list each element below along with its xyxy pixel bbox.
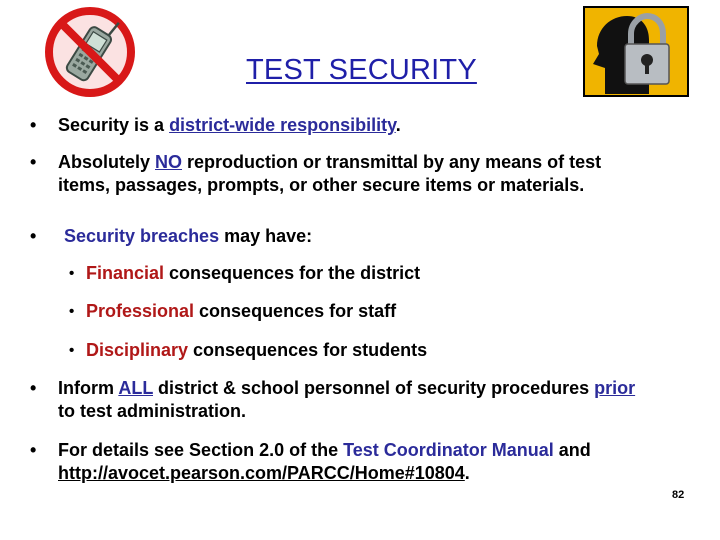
bullet-marker: • bbox=[30, 115, 37, 135]
text-run: to test administration. bbox=[58, 401, 247, 421]
no-emphasis: NO bbox=[155, 152, 183, 172]
bullet-text bbox=[86, 262, 420, 285]
bullet-text bbox=[58, 439, 591, 485]
text-run: Inform bbox=[58, 378, 119, 398]
professional-emphasis: Professional bbox=[86, 301, 195, 321]
bullet-marker: • bbox=[69, 265, 75, 282]
text-run: items, passages, prompts, or other secure items or materials. bbox=[58, 175, 585, 195]
bullet-text bbox=[58, 151, 601, 197]
all-emphasis: ALL bbox=[118, 378, 153, 398]
security-breaches-emphasis: Security breaches bbox=[64, 226, 220, 246]
text-run: . bbox=[395, 115, 401, 135]
bullet-marker: • bbox=[30, 226, 37, 246]
bullet-text bbox=[64, 225, 312, 248]
text-run: may have: bbox=[219, 226, 313, 246]
text-run: consequences for the district bbox=[164, 263, 421, 283]
bullet-marker: • bbox=[30, 440, 37, 460]
bullet-marker: • bbox=[30, 152, 37, 172]
test-coordinator-manual: Test Coordinator Manual bbox=[343, 440, 554, 460]
bullet-text bbox=[58, 377, 635, 423]
bullet-text bbox=[86, 339, 427, 362]
prior-emphasis: prior bbox=[594, 378, 636, 398]
text-run: reproduction or transmittal by any means of test bbox=[182, 152, 602, 172]
bullet-text bbox=[58, 114, 401, 137]
no-cellphone-icon bbox=[44, 6, 136, 98]
bullet-text bbox=[86, 300, 396, 323]
page-number: 82 bbox=[672, 489, 685, 501]
slide-title: TEST SECURITY bbox=[246, 54, 477, 86]
bullet-marker: • bbox=[69, 342, 75, 359]
text-run: district & school personnel of security procedures bbox=[153, 378, 595, 398]
text-run: . bbox=[464, 463, 470, 483]
disciplinary-emphasis: Disciplinary bbox=[86, 340, 189, 360]
text-run: consequences for staff bbox=[194, 301, 397, 321]
text-run: Absolutely bbox=[58, 152, 156, 172]
padlock-head-icon bbox=[583, 6, 689, 97]
bullet-marker: • bbox=[30, 378, 37, 398]
financial-emphasis: Financial bbox=[86, 263, 165, 283]
district-wide-link: district-wide responsibility bbox=[169, 115, 396, 135]
text-run: Security is a bbox=[58, 115, 170, 135]
text-run: consequences for students bbox=[188, 340, 428, 360]
bullet-marker: • bbox=[69, 303, 75, 320]
text-run: For details see Section 2.0 of the bbox=[58, 440, 344, 460]
text-run: and bbox=[553, 440, 591, 460]
parcc-url-link[interactable]: http://avocet.pearson.com/PARCC/Home#10804 bbox=[58, 463, 465, 483]
